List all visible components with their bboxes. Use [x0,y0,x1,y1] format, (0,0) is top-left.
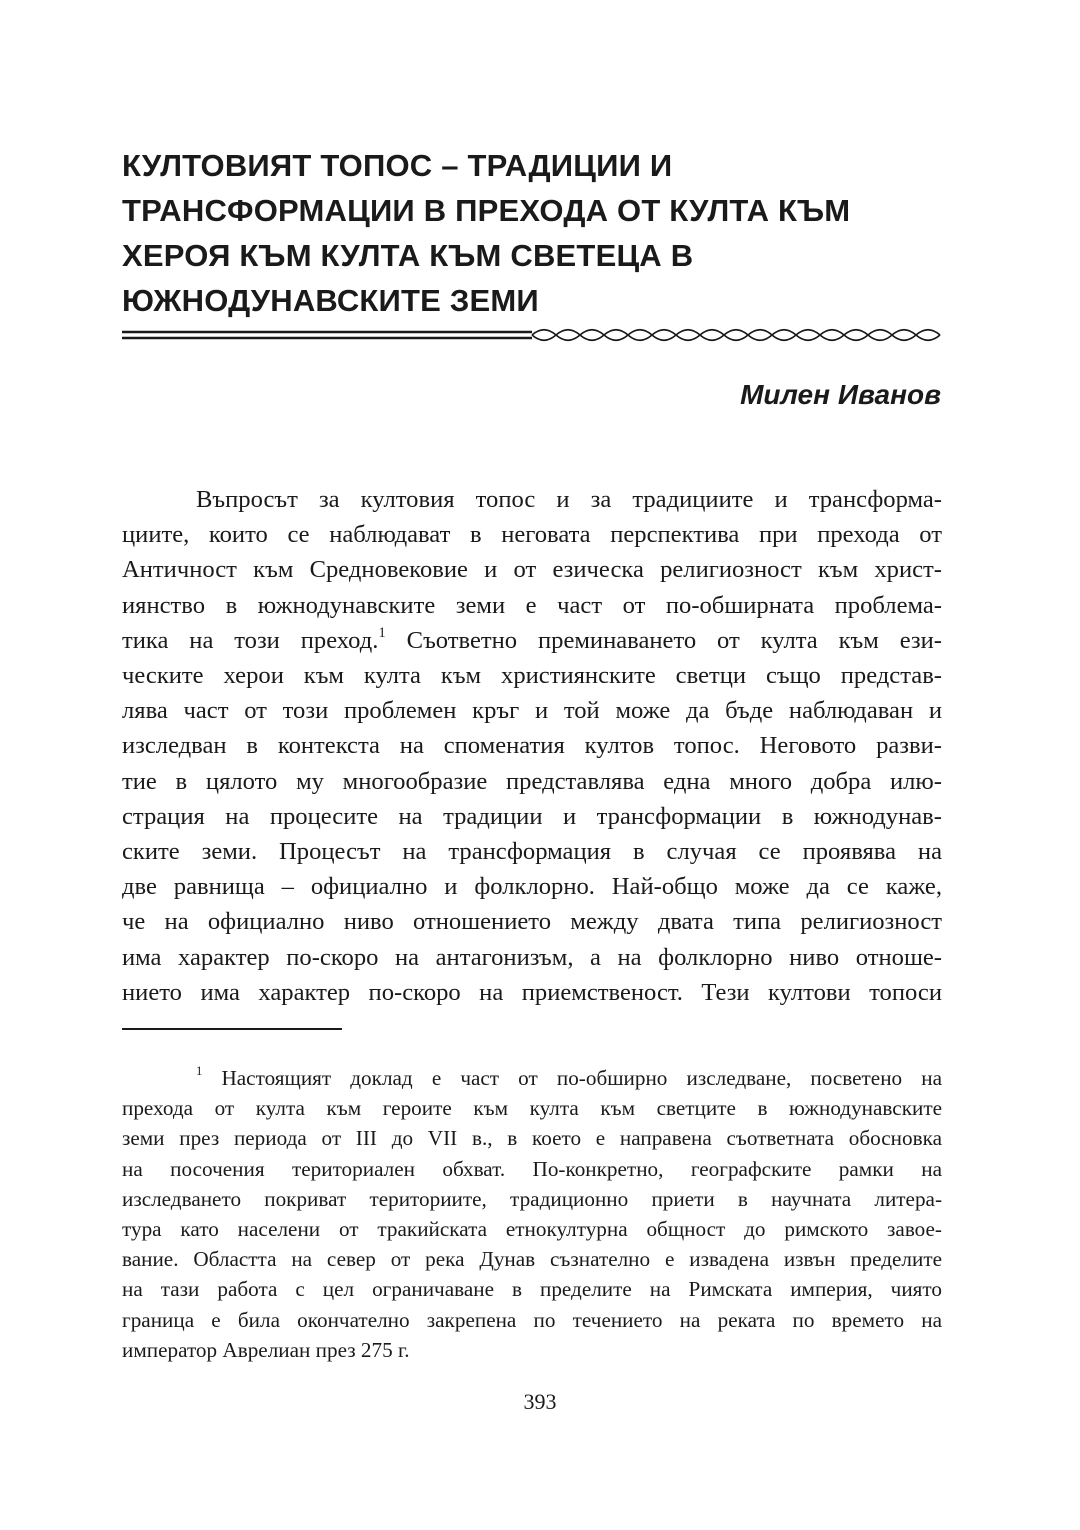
footnote-line: прехода от култа към героите към култа към светците в южнодунавските [122,1096,942,1121]
divider-twist-pattern [532,330,940,341]
body-line [122,623,942,658]
article-title [122,143,952,323]
body-line: иянство в южнодунавските земи е част от по-обширната проблема- [122,591,942,619]
title-line: ХЕРОЯ КЪМ КУЛТА КЪМ СВЕТЕЦА В [122,238,694,273]
body-line: Въпросът за култовия топос и за традициите и трансформа- [196,486,942,513]
footnote-line: граница е била окончателно закрепена по течението на реката по времето на [122,1307,942,1332]
body-line: ските земи. Процесът на трансформация в случая се проявява на [122,838,942,866]
divider-twist-pattern-mirror [532,330,940,341]
body-line-segment: Съответно преминаването от култа към ези- [385,626,942,654]
body-line: нието има характер по-скоро на приемственост. Тези култови топоси [122,978,942,1006]
footnote-separator [122,1028,342,1030]
page-number: 393 [523,1389,557,1414]
body-line: тие в цялото му многообразие представлява една много добра илю- [122,767,942,795]
body-paragraph [122,482,942,1010]
body-line: изследван в контекста на споменатия култов топос. Неговото разви- [122,732,942,760]
body-line: циите, които се наблюдават в неговата перспектива при прехода от [122,521,942,549]
body-line: ческите херои към култа към християнските светци също представ- [122,662,942,690]
footnote-line: изследването покриват териториите, традиционно приети в научната литера- [122,1186,942,1211]
footnote-line-text: Настоящият доклад е част от по-обширно изследване, посветено на [202,1066,942,1090]
footnote-line: на посочения териториален обхват. По-конкретно, географските рамки на [122,1156,942,1181]
title-line: ТРАНСФОРМАЦИИ В ПРЕХОДА ОТ КУЛТА КЪМ [122,193,851,228]
footnote-reference[interactable]: 1 [378,624,386,641]
footnote [122,1063,942,1365]
footnote-line [122,1063,942,1093]
body-line: има характер по-скоро на антагонизъм, а на фолклорно ниво отноше- [122,943,942,971]
body-line: страция на процесите на традиции и трансформации в южнодунав- [122,802,942,830]
body-line-segment: тика на този преход. [122,626,379,654]
title-line: КУЛТОВИЯТ ТОПОС – ТРАДИЦИИ И [122,148,673,183]
footnote-line: на тази работа с цел ограничаване в пределите на Римската империя, чиято [122,1277,942,1302]
footnote-line: вание. Областта на север от река Дунав съзнателно е извадена извън пределите [122,1247,942,1272]
body-line: лява част от този проблемен кръг и той може да бъде наблюдаван и [122,697,942,725]
title-line: ЮЖНОДУНАВСКИТЕ ЗЕМИ [122,283,539,318]
footnote-line: тура като населени от тракийската етнокултурна общност до римското завое- [122,1217,942,1242]
body-line: две равнища – официално и фолклорно. Най-общо може да се каже, [122,873,942,901]
decorative-divider [122,322,942,348]
author-name: Милен Иванов [740,379,941,410]
footnote-line: земи през периода от III до VII в., в което е направена съответната обосновка [122,1126,942,1151]
body-line: че на официално ниво отношението между двата типа религиозност [122,908,942,936]
footnote-line: император Аврелиан през 275 г. [122,1337,410,1362]
body-line: Античност към Средновековие и от езическа религиозност към христ- [122,556,942,584]
footnote-marker: 1 [196,1063,203,1078]
